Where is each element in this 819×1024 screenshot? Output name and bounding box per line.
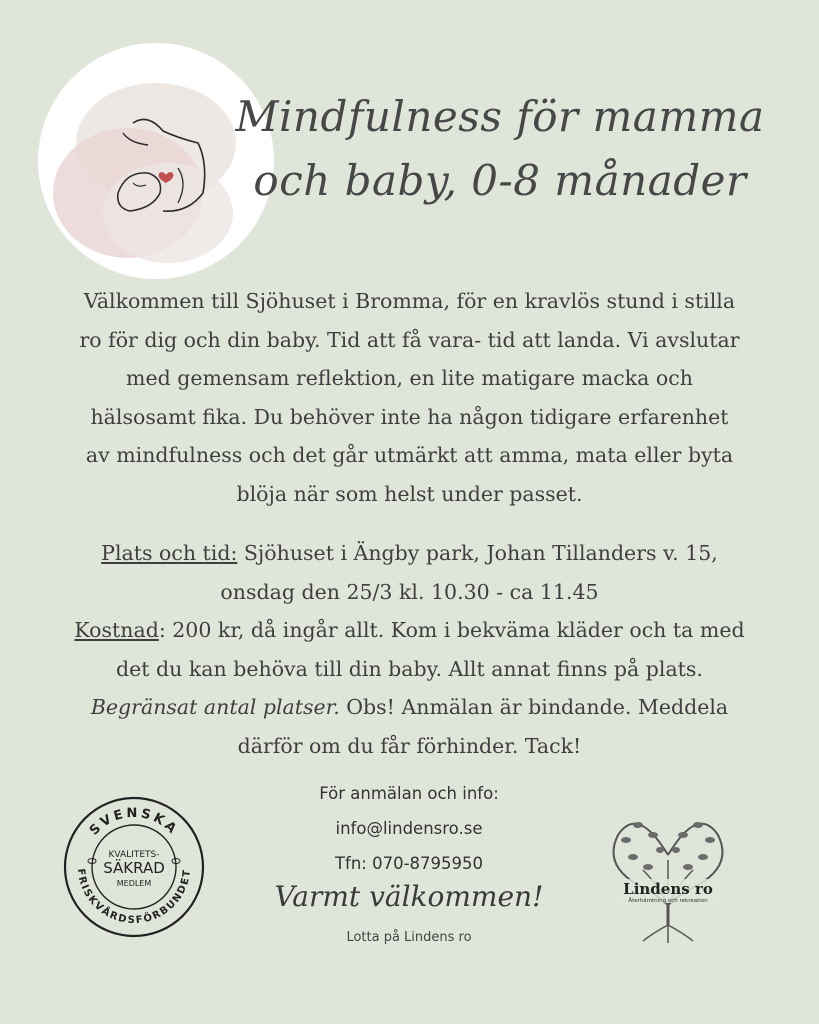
intro-line: med gemensam reflektion, en lite matigare macka och (126, 366, 693, 390)
place-line (20, 534, 799, 573)
intro-line: ro för dig och din baby. Tid att få vara- tid att landa. Vi avslutar (79, 327, 740, 352)
logo-name: Lindens ro (623, 880, 713, 898)
intro-line: Välkommen till Sjöhuset i Bromma, för en kravlös stund i stilla (83, 289, 736, 313)
limited-seats-text: Begränsat antal platser. (90, 695, 340, 719)
contact-heading: För anmälan och info: (319, 784, 499, 803)
contact-email: info@lindensro.se (335, 819, 483, 838)
contact-block (259, 776, 559, 881)
notice-text: Obs! Anmälan är bindande. Meddela (339, 695, 729, 719)
seal-ring-bottom: FRISKVÅRDSFÖRBUNDET (74, 868, 194, 927)
place-text: Sjöhuset i Ängby park, Johan Tillanders v. 15, (237, 541, 718, 565)
notice-line (20, 688, 799, 727)
lindens-ro-logo (598, 795, 738, 945)
svg-text:SVENSKA (87, 806, 181, 839)
contact-phone: Tfn: 070-8795950 (334, 854, 484, 873)
notice-line-2: därför om du får förhinder. Tack! (237, 733, 582, 758)
cost-label: Kostnad (74, 618, 159, 642)
time-line: onsdag den 25/3 kl. 10.30 - ca 11.45 (220, 579, 599, 604)
intro-paragraph (30, 282, 789, 513)
cost-line-2: det du kan behöva till din baby. Allt annat finns på plats. (116, 656, 703, 681)
cost-text: : 200 kr, då ingår allt. Kom i bekväma kläder och ta med (158, 618, 745, 642)
seal-line-1: KVALITETS- (108, 850, 160, 860)
signature-text: Lotta på Lindens ro (346, 930, 472, 945)
page-title (230, 85, 770, 213)
cost-line (20, 611, 799, 650)
title-line-1: Mindfulness för mamma (235, 92, 765, 141)
intro-line: blöja när som helst under passet. (236, 481, 583, 506)
title-line-2: och baby, 0-8 månader (253, 156, 747, 205)
seal-ring-top: SVENSKA (86, 805, 182, 839)
seal-line-3: MEDLEM (116, 879, 152, 888)
event-details (20, 534, 799, 765)
seal-line-2: SÄKRAD (103, 859, 165, 877)
friskvardsforbundet-seal (62, 795, 206, 939)
intro-line: hälsosamt fika. Du behöver inte ha någon tidigare erfarenhet (90, 404, 729, 429)
welcome-text: Varmt välkommen! (274, 880, 544, 913)
intro-line: av mindfulness och det går utmärkt att amma, mata eller byta (85, 443, 734, 467)
place-label: Plats och tid: (101, 541, 238, 565)
logo-tagline: Återhämtning och rekreation (628, 898, 708, 904)
